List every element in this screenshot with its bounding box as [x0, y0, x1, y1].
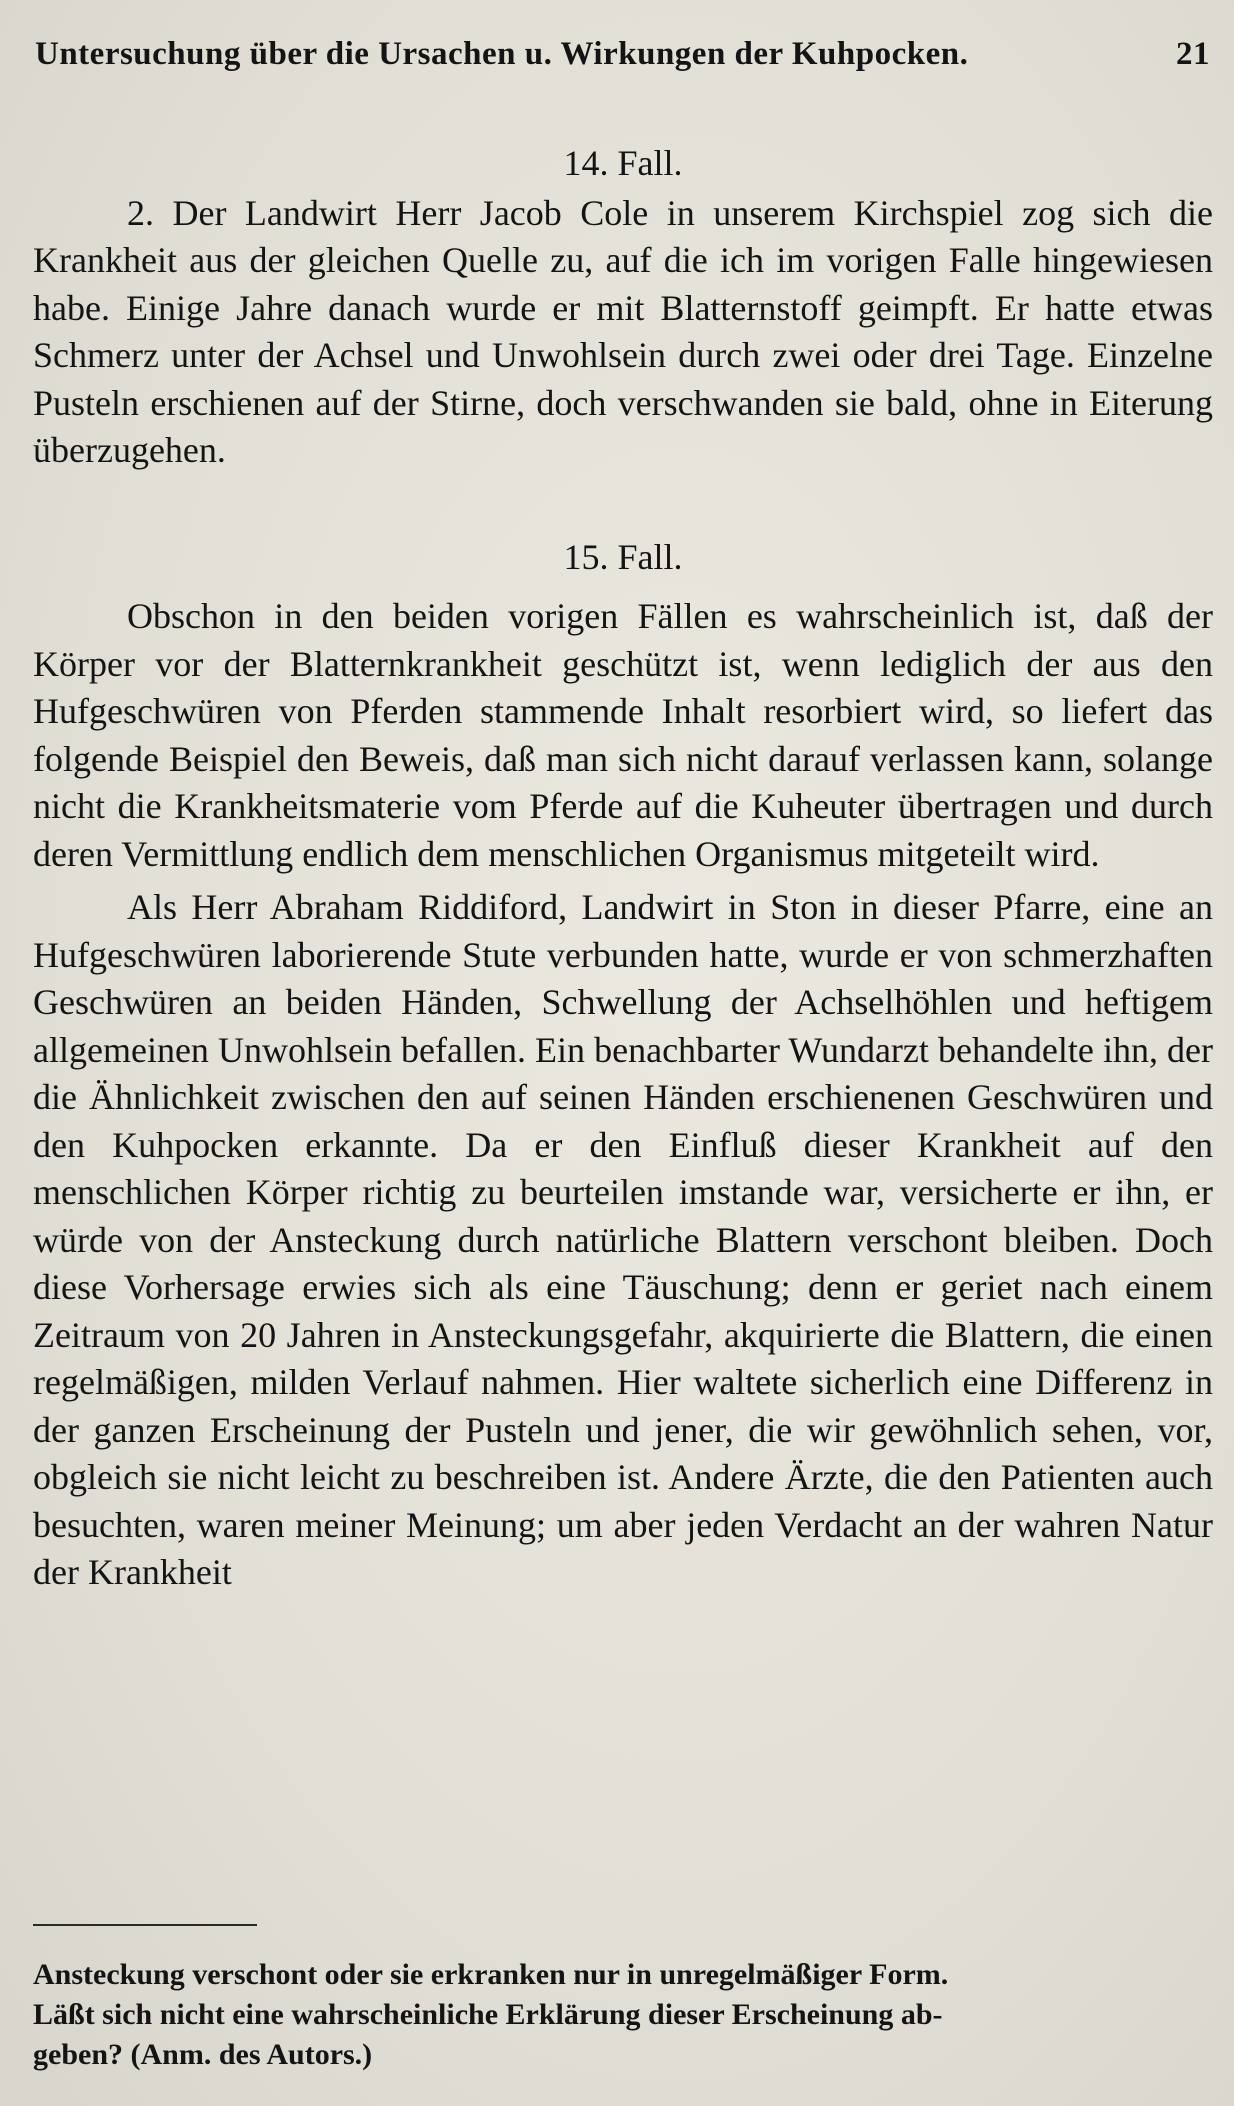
main-text [33, 140, 1213, 1597]
page-number: 21 [1176, 36, 1210, 72]
footnote-line: Ansteckung verschont oder sie erkranken nur in unregelmäßiger Form. [33, 1958, 949, 1991]
paragraph-case-14: 2. Der Landwirt Herr Jacob Cole in unserem Kirchspiel zog sich die Krankheit aus der gleichen Quelle zu, auf die ich im vorigen Falle hingewiesen habe. Einige Jahre danach wurde er mit Blatternstoff geimpft. Er hatte etwas Schmerz unter der Achsel und Unwohlsein durch zwei oder drei Tage. Einzelne Pusteln erschienen auf der Stirne, doch verschwanden sie bald, ohne in Eiterung überzugehen. [33, 192, 1213, 470]
running-head [35, 32, 1210, 80]
footnote-line: Läßt sich nicht eine wahrscheinliche Erklärung dieser Erscheinung ab- [33, 1998, 943, 2031]
running-head-title: Untersuchung über die Ursachen u. Wirkungen der Kuhpocken. [35, 36, 969, 72]
section-heading-15: 15. Fall. [563, 536, 683, 577]
footnote-line: geben? (Anm. des Autors.) [33, 2038, 373, 2071]
footnote-divider [33, 1924, 257, 1926]
paragraph-case-15-intro: Obschon in den beiden vorigen Fällen es wahrscheinlich ist, daß der Körper vor der Blatternkrankheit geschützt ist, wenn lediglich der aus den Hufgeschwüren von Pferden stammende Inhalt resorbiert wird, so liefert das folgende Beispiel den Beweis, daß man sich nicht darauf verlassen kann, solange nicht die Krankheitsmaterie vom Pferde auf die Kuheuter übertragen und durch deren Vermittlung endlich dem menschlichen Organismus mitgeteilt wird. [33, 596, 1213, 874]
footnote [33, 1955, 1213, 2075]
section-heading-14: 14. Fall. [563, 143, 683, 183]
paragraph-case-15-riddiford: Als Herr Abraham Riddiford, Landwirt in Ston in dieser Pfarre, eine an Hufgeschwüren laborierende Stute verbunden hatte, wurde er von schmerzhaften Geschwüren an beiden Händen, Schwellung der Achselhöhlen und heftigem allgemeinen Unwohlsein befallen. Ein benachbarter Wundarzt behandelte ihn, der die Ähnlichkeit zwischen den auf seinen Händen erschienenen Geschwüren und den Kuhpocken erkannte. Da er den Einfluß dieser Krankheit auf den menschlichen Körper richtig zu beurteilen imstande war, versicherte er ihn, er würde von der Ansteckung durch natürliche Blattern verschont bleiben. Doch diese Vorhersage erwies sich als eine Täuschung; denn er geriet nach einem Zeitraum von 20 Jahren in Ansteckungsgefahr, akquirierte die Blattern, die einen regelmäßigen, milden Verlauf nahmen. Hier waltete sicherlich eine Differenz in der ganzen Erscheinung der Pusteln und jener, die wir gewöhnlich sehen, vor, obgleich sie nicht leicht zu beschreiben ist. Andere Ärzte, die den Patienten auch besuchten, waren meiner Meinung; um aber jeden Verdacht an der wahren Natur der Krankheit [33, 887, 1213, 1592]
